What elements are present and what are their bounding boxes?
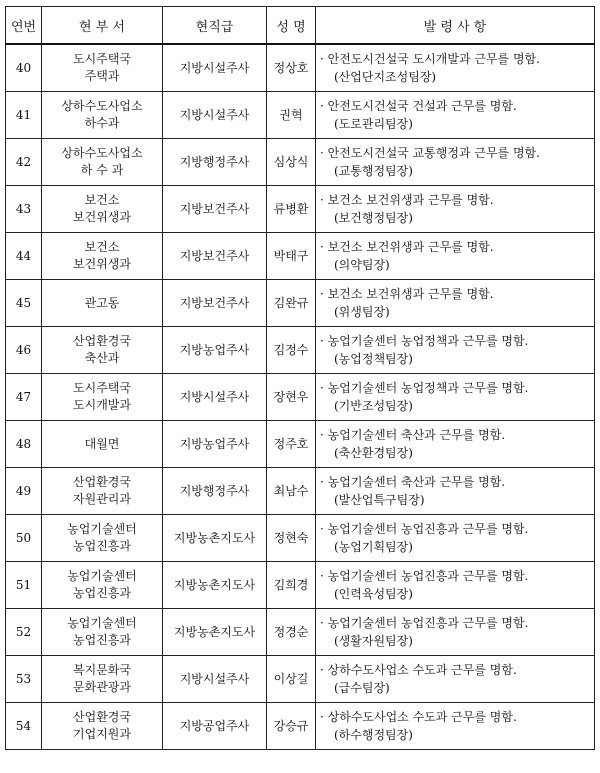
team-title: (기반조성팀장) bbox=[334, 399, 413, 413]
current-rank: 지방행정주사 bbox=[163, 468, 267, 515]
current-rank: 지방시설주사 bbox=[163, 44, 267, 92]
row-number: 54 bbox=[6, 703, 42, 750]
row-number: 44 bbox=[6, 233, 42, 280]
person-name: 김정수 bbox=[267, 327, 316, 374]
department-line: 농업진흥과 bbox=[73, 586, 131, 600]
department-line: 보건소 bbox=[84, 193, 120, 207]
appointment-order bbox=[316, 139, 595, 186]
department-line: 상하수도사업소 bbox=[61, 99, 143, 113]
personnel-table-wrapper bbox=[5, 6, 595, 750]
order-text: · 안전도시건설국 교통행정과 근무를 명함. bbox=[320, 146, 540, 160]
table-row bbox=[6, 280, 595, 327]
department-line: 보건위생과 bbox=[73, 257, 131, 271]
department-line: 주택과 bbox=[84, 69, 120, 83]
appointment-order bbox=[316, 374, 595, 421]
personnel-order-table bbox=[5, 6, 595, 750]
appointment-order bbox=[316, 656, 595, 703]
department-line: 산업환경국 bbox=[73, 710, 131, 724]
department-line: 관고동 bbox=[84, 295, 120, 310]
current-rank: 지방보건주사 bbox=[163, 280, 267, 327]
row-number: 52 bbox=[6, 609, 42, 656]
order-text: · 안전도시건설국 건설과 근무를 명함. bbox=[320, 99, 517, 113]
table-row bbox=[6, 562, 595, 609]
appointment-order bbox=[316, 92, 595, 139]
row-number: 53 bbox=[6, 656, 42, 703]
department-line: 농업기술센터 bbox=[67, 569, 137, 583]
current-rank: 지방농업주사 bbox=[163, 327, 267, 374]
appointment-order bbox=[316, 186, 595, 233]
order-text: · 농업기술센터 농업진흥과 근무를 명함. bbox=[320, 616, 529, 630]
department-line: 농업진흥과 bbox=[73, 633, 131, 647]
order-text: · 농업기술센터 농업진흥과 근무를 명함. bbox=[320, 569, 529, 583]
appointment-order bbox=[316, 468, 595, 515]
header-department: 현 부 서 bbox=[42, 7, 163, 45]
team-title: (축산환경팀장) bbox=[334, 446, 413, 460]
person-name: 류병환 bbox=[267, 186, 316, 233]
department-line: 기업지원과 bbox=[73, 727, 131, 741]
person-name: 정경순 bbox=[267, 609, 316, 656]
current-rank: 지방농촌지도사 bbox=[163, 515, 267, 562]
department-line: 도시주택국 bbox=[73, 381, 131, 395]
department-line: 도시주택국 bbox=[73, 52, 131, 66]
current-department bbox=[42, 374, 163, 421]
table-row bbox=[6, 233, 595, 280]
team-title: (생활자원팀장) bbox=[334, 634, 413, 648]
table-row bbox=[6, 468, 595, 515]
current-rank: 지방보건주사 bbox=[163, 233, 267, 280]
order-text: · 농업기술센터 축산과 근무를 명함. bbox=[320, 475, 506, 489]
table-row bbox=[6, 327, 595, 374]
department-line: 농업진흥과 bbox=[73, 539, 131, 553]
table-row bbox=[6, 92, 595, 139]
appointment-order bbox=[316, 327, 595, 374]
person-name: 김완규 bbox=[267, 280, 316, 327]
table-row bbox=[6, 656, 595, 703]
order-text: · 농업기술센터 농업진흥과 근무를 명함. bbox=[320, 522, 529, 536]
table-row bbox=[6, 186, 595, 233]
current-department bbox=[42, 44, 163, 92]
person-name: 권혁 bbox=[267, 92, 316, 139]
department-line: 축산과 bbox=[84, 351, 120, 365]
department-line: 산업환경국 bbox=[73, 475, 131, 489]
row-number: 47 bbox=[6, 374, 42, 421]
row-number: 46 bbox=[6, 327, 42, 374]
department-line: 보건위생과 bbox=[73, 210, 131, 224]
current-department bbox=[42, 562, 163, 609]
row-number: 51 bbox=[6, 562, 42, 609]
order-text: · 보건소 보건위생과 근무를 명함. bbox=[320, 240, 494, 254]
row-number: 43 bbox=[6, 186, 42, 233]
table-body bbox=[6, 44, 595, 750]
current-rank: 지방농업주사 bbox=[163, 421, 267, 468]
team-title: (위생팀장) bbox=[334, 305, 390, 319]
department-line: 문화관광과 bbox=[73, 680, 131, 694]
team-title: (인력육성팀장) bbox=[334, 587, 413, 601]
header-rank: 현직급 bbox=[163, 7, 267, 45]
appointment-order bbox=[316, 515, 595, 562]
row-number: 42 bbox=[6, 139, 42, 186]
current-rank: 지방보건주사 bbox=[163, 186, 267, 233]
department-line: 산업환경국 bbox=[73, 334, 131, 348]
header-no: 연번 bbox=[6, 7, 42, 45]
department-line: 대월면 bbox=[84, 436, 120, 451]
appointment-order bbox=[316, 44, 595, 92]
current-department bbox=[42, 327, 163, 374]
person-name: 강승규 bbox=[267, 703, 316, 750]
department-line: 상하수도사업소 bbox=[61, 146, 143, 160]
current-department bbox=[42, 703, 163, 750]
department-line: 보건소 bbox=[84, 240, 120, 254]
table-row bbox=[6, 139, 595, 186]
department-line: 농업기술센터 bbox=[67, 522, 137, 536]
row-number: 41 bbox=[6, 92, 42, 139]
header-name: 성 명 bbox=[267, 7, 316, 45]
current-department bbox=[42, 515, 163, 562]
appointment-order bbox=[316, 609, 595, 656]
current-department bbox=[42, 139, 163, 186]
department-line: 농업기술센터 bbox=[67, 616, 137, 630]
team-title: (하수행정팀장) bbox=[334, 728, 413, 742]
current-department bbox=[42, 656, 163, 703]
table-header-row bbox=[6, 7, 595, 45]
current-department bbox=[42, 280, 163, 327]
current-department bbox=[42, 92, 163, 139]
current-rank: 지방농촌지도사 bbox=[163, 562, 267, 609]
team-title: (농업기획팀장) bbox=[334, 540, 413, 554]
department-line: 하수과 bbox=[84, 116, 120, 130]
team-title: (의약팀장) bbox=[334, 258, 390, 272]
current-rank: 지방행정주사 bbox=[163, 139, 267, 186]
person-name: 이상길 bbox=[267, 656, 316, 703]
current-department bbox=[42, 186, 163, 233]
team-title: (도로관리팀장) bbox=[334, 117, 413, 131]
person-name: 심상식 bbox=[267, 139, 316, 186]
table-row bbox=[6, 374, 595, 421]
team-title: (발산업특구팀장) bbox=[334, 493, 425, 507]
header-order: 발 령 사 항 bbox=[316, 7, 595, 45]
person-name: 최남수 bbox=[267, 468, 316, 515]
current-rank: 지방시설주사 bbox=[163, 92, 267, 139]
department-line: 복지문화국 bbox=[73, 663, 131, 677]
person-name: 김희경 bbox=[267, 562, 316, 609]
order-text: · 안전도시건설국 도시개발과 근무를 명함. bbox=[320, 52, 540, 66]
order-text: · 보건소 보건위생과 근무를 명함. bbox=[320, 193, 494, 207]
order-text: · 농업기술센터 축산과 근무를 명함. bbox=[320, 428, 506, 442]
team-title: (보건행정팀장) bbox=[334, 211, 413, 225]
table-row bbox=[6, 515, 595, 562]
team-title: (산업단지조성팀장) bbox=[334, 70, 437, 84]
team-title: (농업정책팀장) bbox=[334, 352, 413, 366]
appointment-order bbox=[316, 421, 595, 468]
current-rank: 지방농촌지도사 bbox=[163, 609, 267, 656]
current-rank: 지방시설주사 bbox=[163, 374, 267, 421]
appointment-order bbox=[316, 703, 595, 750]
person-name: 박태구 bbox=[267, 233, 316, 280]
row-number: 49 bbox=[6, 468, 42, 515]
department-line: 하 수 과 bbox=[80, 163, 124, 177]
table-row bbox=[6, 609, 595, 656]
person-name: 정현숙 bbox=[267, 515, 316, 562]
department-line: 자원관리과 bbox=[73, 492, 131, 506]
order-text: · 보건소 보건위생과 근무를 명함. bbox=[320, 287, 494, 301]
row-number: 48 bbox=[6, 421, 42, 468]
order-text: · 농업기술센터 농업정책과 근무를 명함. bbox=[320, 334, 529, 348]
row-number: 50 bbox=[6, 515, 42, 562]
person-name: 정주호 bbox=[267, 421, 316, 468]
person-name: 장현우 bbox=[267, 374, 316, 421]
person-name: 정상호 bbox=[267, 44, 316, 92]
current-department bbox=[42, 609, 163, 656]
department-line: 도시개발과 bbox=[73, 398, 131, 412]
appointment-order bbox=[316, 562, 595, 609]
current-rank: 지방공업주사 bbox=[163, 703, 267, 750]
current-department bbox=[42, 233, 163, 280]
table-row bbox=[6, 703, 595, 750]
current-department bbox=[42, 421, 163, 468]
order-text: · 농업기술센터 농업정책과 근무를 명함. bbox=[320, 381, 529, 395]
team-title: (급수팀장) bbox=[334, 681, 390, 695]
current-department bbox=[42, 468, 163, 515]
row-number: 40 bbox=[6, 44, 42, 92]
table-row bbox=[6, 421, 595, 468]
order-text: · 상하수도사업소 수도과 근무를 명함. bbox=[320, 710, 517, 724]
team-title: (교통행정팀장) bbox=[334, 164, 413, 178]
row-number: 45 bbox=[6, 280, 42, 327]
appointment-order bbox=[316, 280, 595, 327]
current-rank: 지방시설주사 bbox=[163, 656, 267, 703]
table-row bbox=[6, 44, 595, 92]
order-text: · 상하수도사업소 수도과 근무를 명함. bbox=[320, 663, 517, 677]
appointment-order bbox=[316, 233, 595, 280]
